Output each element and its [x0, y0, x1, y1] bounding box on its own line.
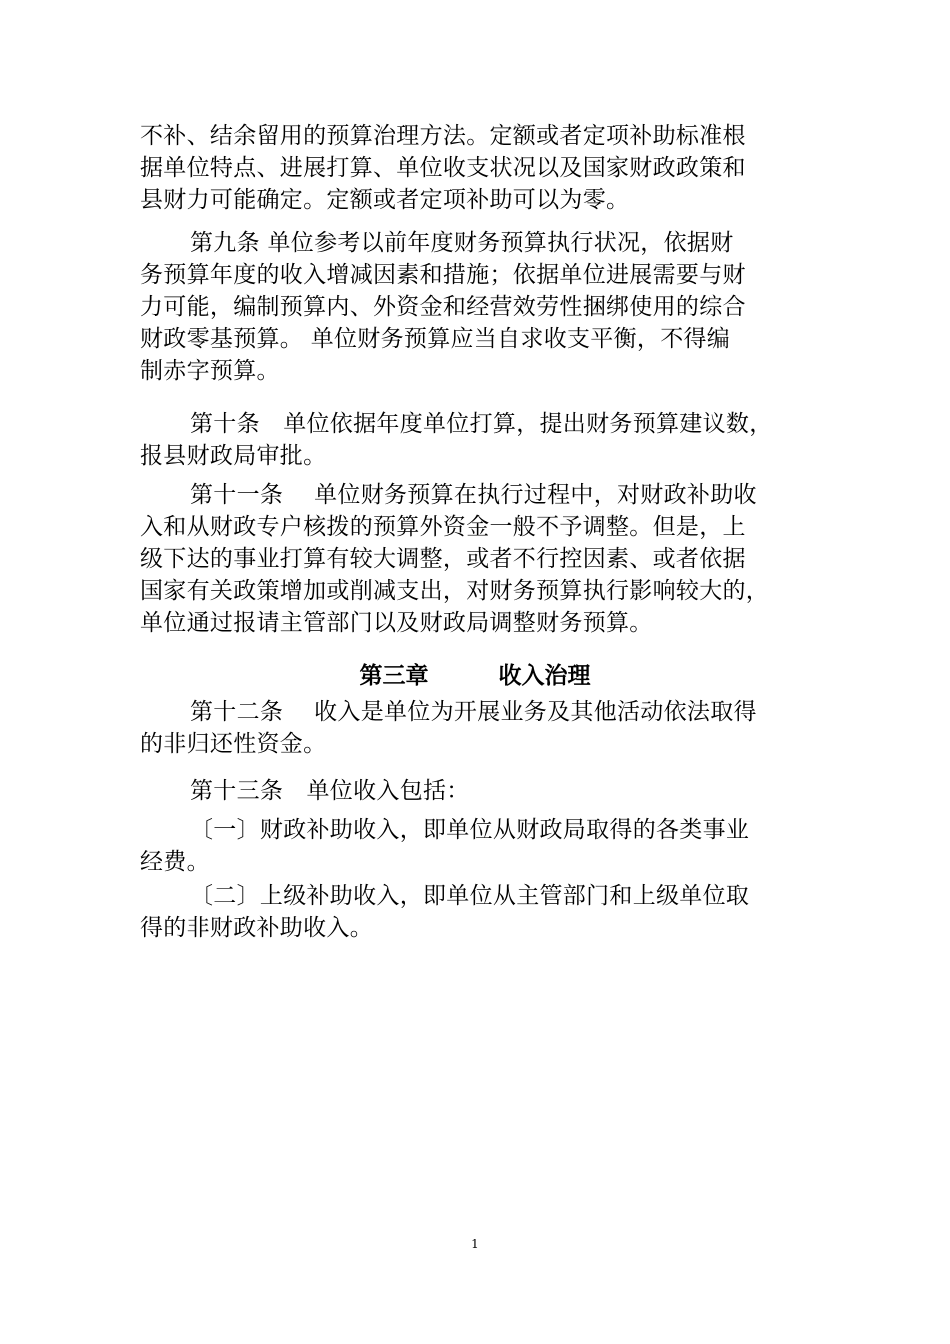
text-line: 单位通过报请主管部门以及财政局调整财务预算。: [140, 610, 653, 636]
text-line: 务预算年度的收入增减因素和措施；依据单位进展需要与财: [140, 262, 746, 288]
paragraph-item-1: [140, 814, 830, 878]
text-line: 不补、结余留用的预算治理方法。定额或者定项补助标准根: [140, 123, 746, 149]
text-line: 〔二〕上级补助收入，即单位从主管部门和上级单位取: [190, 883, 750, 909]
text-line: 据单位特点、进展打算、单位收支状况以及国家财政政策和: [140, 155, 746, 181]
text-line: 第九条 单位参考以前年度财务预算执行状况，依据财: [190, 230, 734, 256]
paragraph-article-9: [140, 227, 830, 387]
text-line: 〔一〕财政补助收入，即单位从财政局取得的各类事业: [190, 817, 750, 843]
paragraph-item-2: [140, 880, 830, 944]
text-line: 制赤字预算。: [140, 358, 280, 384]
paragraph-article-11: [140, 479, 830, 639]
text-line: 得的非财政补助收入。: [140, 915, 373, 941]
text-line: 级下达的事业打算有较大调整，或者不行控因素、或者依据: [140, 546, 746, 572]
paragraph-continuation: [140, 120, 830, 216]
text-line: 国家有关政策增加或削减支出，对财务预算执行影响较大的，: [140, 578, 770, 604]
chapter-number: 第三章: [359, 663, 429, 689]
text-line: 入和从财政专户核拨的预算外资金一般不予调整。但是，上: [140, 514, 746, 540]
page-number: 1: [471, 1237, 479, 1251]
chapter-heading: [140, 660, 810, 692]
text-line: 经费。: [140, 849, 210, 875]
paragraph-article-10: [140, 408, 830, 472]
text-line: 第十一条 单位财务预算在执行过程中，对财政补助收: [190, 482, 757, 508]
paragraph-article-12: [140, 696, 830, 760]
paragraph-article-13: [140, 775, 830, 807]
text-line: 的非归还性资金。: [140, 731, 327, 757]
text-line: 力可能，编制预算内、外资金和经营效劳性捆绑使用的综合: [140, 294, 746, 320]
text-line: 财政零基预算。 单位财务预算应当自求收支平衡，不得编: [140, 326, 731, 352]
text-line: 县财力可能确定。定额或者定项补助可以为零。: [140, 187, 630, 213]
text-line: 第十三条 单位收入包括：: [190, 778, 470, 804]
chapter-title: 收入治理: [498, 663, 591, 689]
text-line: 报县财政局审批。: [140, 443, 327, 469]
text-line: 第十条 单位依据年度单位打算，提出财务预算建议数，: [190, 411, 773, 437]
text-line: 第十二条 收入是单位为开展业务及其他活动依法取得: [190, 699, 757, 725]
